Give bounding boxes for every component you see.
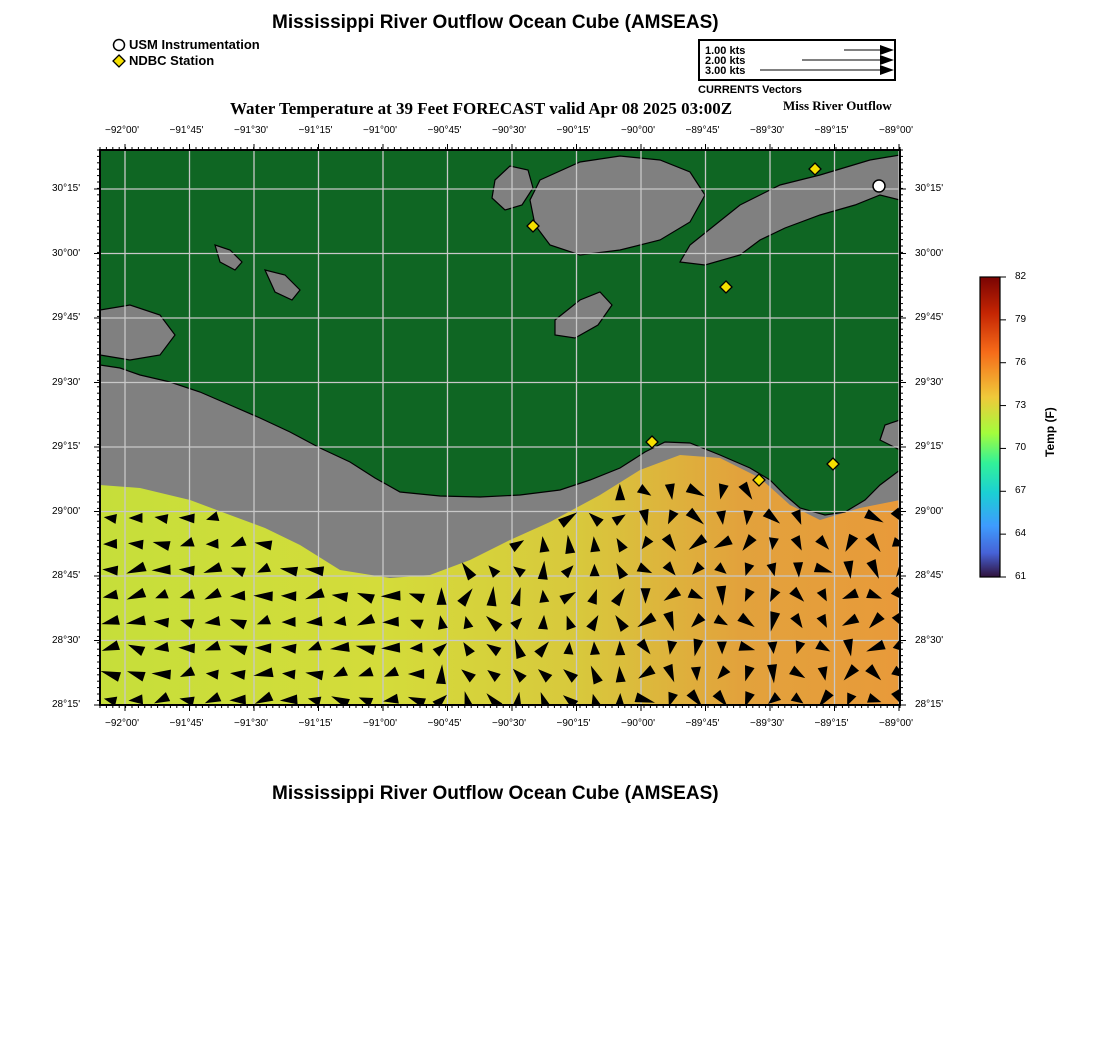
colorbar-tick-label: 61 — [1015, 571, 1027, 582]
longitude-tick-label: −91°30' — [234, 125, 268, 136]
longitude-tick-label: −90°00' — [621, 718, 655, 729]
vector-legend-title: CURRENTS Vectors — [698, 84, 802, 96]
vector-legend-row: 1.00 kts — [705, 45, 746, 57]
legend-ndbc-label: NDBC Station — [129, 53, 215, 68]
page-title: Mississippi River Outflow Ocean Cube (AMSEAS) — [272, 12, 719, 33]
latitude-tick-label: 29°15' — [52, 441, 81, 452]
region-label: Miss River Outflow — [783, 98, 892, 113]
latitude-tick-label: 28°15' — [915, 699, 944, 710]
longitude-tick-label: −89°15' — [814, 718, 849, 729]
longitude-tick-label: −90°00' — [621, 125, 655, 136]
colorbar-tick-label: 67 — [1015, 485, 1027, 497]
longitude-tick-label: −90°45' — [427, 718, 462, 729]
colorbar — [976, 273, 1006, 583]
longitude-tick-label: −91°15' — [298, 718, 333, 729]
longitude-tick-label: −91°30' — [234, 718, 268, 729]
latitude-tick-label: 29°30' — [52, 376, 81, 388]
longitude-tick-label: −89°00' — [879, 125, 913, 136]
longitude-tick-label: −90°45' — [427, 125, 462, 136]
longitude-tick-label: −90°30' — [492, 718, 526, 729]
latitude-tick-label: 29°15' — [915, 441, 944, 452]
colorbar-tick-label: 73 — [1015, 399, 1027, 411]
latitude-tick-label: 29°45' — [915, 312, 944, 323]
colorbar-tick-label: 82 — [1015, 271, 1027, 282]
longitude-tick-label: −89°45' — [685, 125, 720, 136]
legend-usm-label: USM Instrumentation — [129, 37, 260, 52]
longitude-tick-label: −90°15' — [556, 125, 591, 136]
vector-legend-row: 3.00 kts — [705, 65, 746, 77]
longitude-tick-label: −91°45' — [169, 125, 204, 136]
colorbar-tick-label: 79 — [1015, 313, 1027, 325]
latitude-tick-label: 28°15' — [52, 699, 81, 710]
colorbar-tick-label: 64 — [1015, 528, 1027, 540]
colorbar-label: Temp (F) — [1043, 407, 1057, 457]
longitude-tick-label: −89°30' — [750, 125, 784, 136]
latitude-tick-label: 30°15' — [52, 183, 81, 194]
longitude-tick-label: −91°00' — [363, 718, 397, 729]
colorbar-tick-label: 76 — [1015, 356, 1027, 368]
vector-legend-row: 2.00 kts — [705, 55, 746, 67]
latitude-tick-label: 30°00' — [915, 247, 944, 259]
longitude-tick-label: −89°15' — [814, 125, 849, 136]
latitude-tick-label: 30°00' — [52, 247, 81, 259]
latitude-tick-label: 28°45' — [52, 570, 81, 581]
map-subtitle: Water Temperature at 39 Feet FORECAST valid Apr 08 2025 03:00Z — [230, 99, 733, 118]
longitude-tick-label: −91°00' — [363, 125, 397, 136]
longitude-tick-label: −92°00' — [105, 718, 139, 729]
longitude-tick-label: −90°15' — [556, 718, 591, 729]
longitude-tick-label: −91°45' — [169, 718, 204, 729]
latitude-tick-label: 29°00' — [52, 505, 81, 517]
usm-instrument-marker[interactable] — [873, 180, 885, 192]
latitude-tick-label: 28°30' — [915, 634, 944, 646]
latitude-tick-label: 28°45' — [915, 570, 944, 581]
latitude-tick-label: 29°00' — [915, 505, 944, 517]
longitude-tick-label: −89°00' — [879, 718, 913, 729]
longitude-tick-label: −91°15' — [298, 125, 333, 136]
colorbar-tick-label: 70 — [1015, 442, 1027, 454]
latitude-tick-label: 29°45' — [52, 312, 81, 323]
longitude-tick-label: −92°00' — [105, 125, 139, 136]
longitude-tick-label: −89°45' — [685, 718, 720, 729]
latitude-tick-label: 29°30' — [915, 376, 944, 388]
longitude-tick-label: −89°30' — [750, 718, 784, 729]
latitude-tick-label: 28°30' — [52, 634, 81, 646]
longitude-tick-label: −90°30' — [492, 125, 526, 136]
footer-title: Mississippi River Outflow Ocean Cube (AMSEAS) — [272, 783, 719, 804]
latitude-tick-label: 30°15' — [915, 183, 944, 194]
